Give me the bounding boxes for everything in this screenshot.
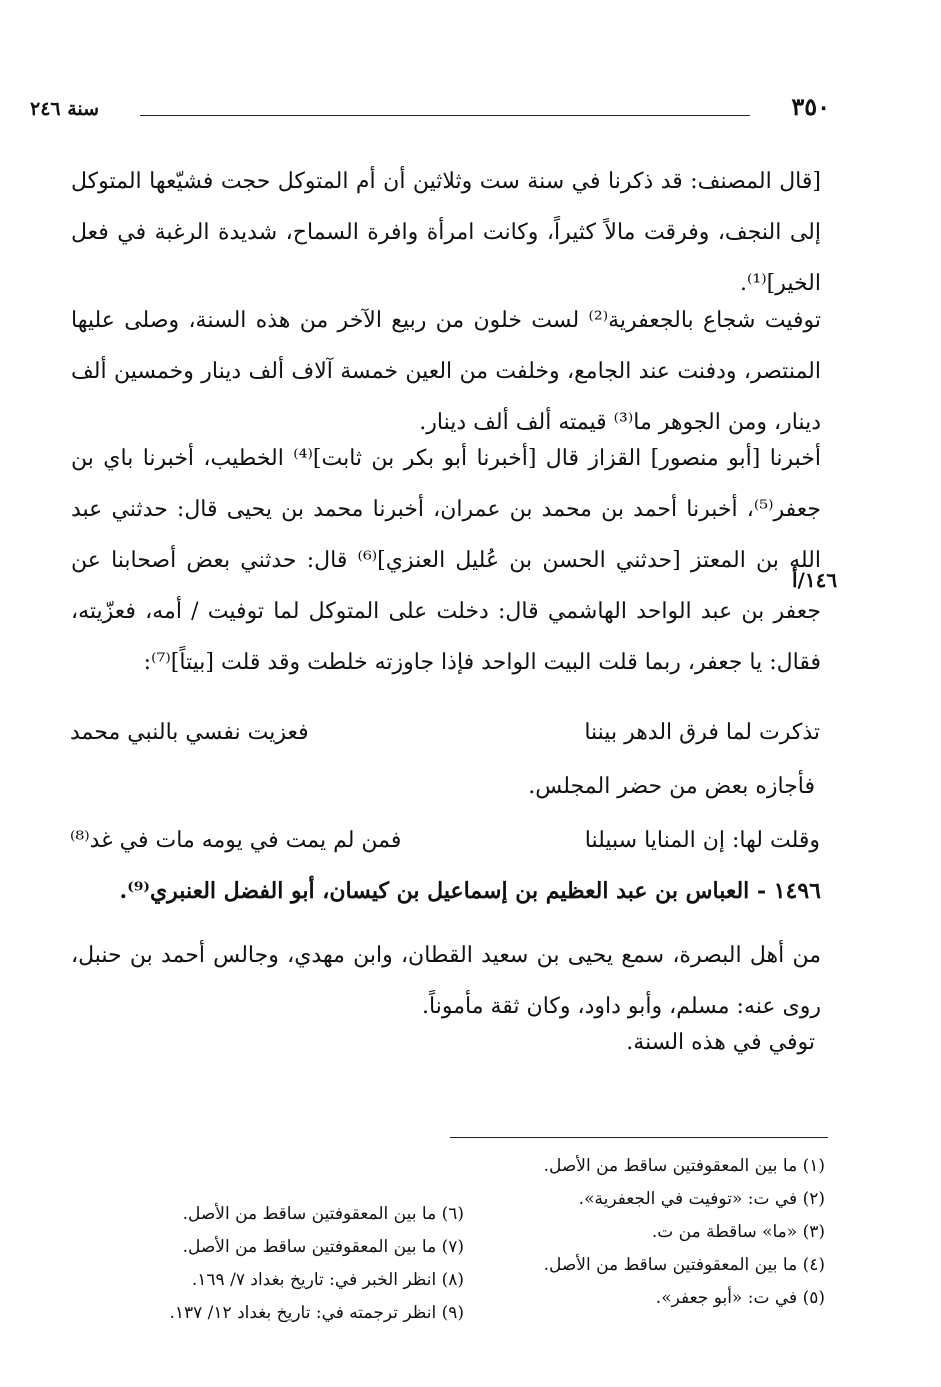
- death-text: توفي في هذه السنة.: [626, 1030, 815, 1055]
- footnote-item: (٤) ما بين المعقوفتين ساقط من الأصل.: [543, 1255, 825, 1275]
- footnote-item: (٩) انظر ترجمته في: تاريخ بغداد ١٢/ ١٣٧.: [169, 1303, 464, 1323]
- verse-remark: [75, 774, 815, 799]
- paragraph-text: [قال المصنف: قد ذكرنا في سنة ست وثلاثين أن أم المتوكل حجت فشيّعها المتوكل إلى النجف، وفرقت مالاً كثيراً، وكانت امرأة وافرة السماح، شديدة الرغبة في فعل الخير]⁽¹⁾.: [71, 169, 821, 296]
- footnote-item: (٨) انظر الخبر في: تاريخ بغداد ٧/ ١٦٩.: [191, 1270, 464, 1290]
- running-header: [30, 92, 830, 132]
- biography-death: [75, 1030, 815, 1055]
- verse-hemistich-first: وقلت لها: إن المنايا سبيلنا: [584, 828, 820, 853]
- footnote-item: (٥) في ت: «أبو جعفر».: [655, 1288, 825, 1308]
- paragraph-text: من أهل البصرة، سمع يحيى بن سعيد القطان، وابن مهدي، وجالس أحمد بن حنبل، روى عنه: مسلم، وأبو داود، وكان ثقة مأموناً.: [71, 943, 821, 1019]
- verse-hemistich-second: فمن لم يمت في يومه مات في غد⁽⁸⁾: [70, 828, 402, 853]
- verse-line-2: [70, 828, 820, 878]
- paragraph-death-notice: [71, 295, 821, 448]
- footnote-item: (١) ما بين المعقوفتين ساقط من الأصل.: [543, 1156, 825, 1176]
- footnote-item: (٧) ما بين المعقوفتين ساقط من الأصل.: [182, 1237, 464, 1257]
- manuscript-folio-marker: ١٤٦/أ: [792, 568, 838, 592]
- paragraph-text: توفيت شجاع بالجعفرية⁽²⁾ لست خلون من ربيع الآخر من هذه السنة، وصلى عليها المنتصر، ودفنت عند الجامع، وخلفت من العين خمسة آلاف ألف دينار وخمسين ألف دينار، ومن الجوهر ما⁽³⁾ قيمته ألف ألف دينار.: [71, 308, 821, 435]
- footnote-item: (٣) «ما» ساقطة من ت.: [651, 1222, 825, 1242]
- footnote-item: (٢) في ت: «توفيت في الجعفرية».: [578, 1189, 825, 1209]
- verse-line-1: [70, 720, 820, 770]
- biography-heading: ١٤٩٦ - العباس بن عبد العظيم بن إسماعيل بن كيسان، أبو الفضل العنبري⁽⁹⁾.: [119, 878, 821, 904]
- footnotes-right-column: [475, 1150, 825, 1315]
- verse-hemistich-second: فعزيت نفسي بالنبي محمد: [70, 720, 309, 745]
- year-label: سنة ٢٤٦: [30, 98, 100, 120]
- footnote-item: (٦) ما بين المعقوفتين ساقط من الأصل.: [182, 1204, 464, 1224]
- header-rule: [140, 115, 750, 116]
- paragraph-narration: [71, 433, 821, 688]
- paragraph-text: أخبرنا [أبو منصور] القزاز قال [أخبرنا أبو بكر بن ثابت]⁽⁴⁾ الخطيب، أخبرنا باي بن جعفر⁽⁵⁾، أخبرنا أحمد بن محمد بن عمران، أخبرنا محمد بن يحيى قال: حدثني عبد الله بن المعتز [حدثني الحسن بن عُليل العنزي]⁽⁶⁾ قال: حدثني بعض أصحابنا عن جعفر بن عبد الواحد الهاشمي قال: دخلت على المتوكل لما توفيت / أمه، فعزّيته، فقال: يا جعفر، ربما قلت البيت الواحد فإذا جاوزته خلطت وقد قلت [بيتاً]⁽⁷⁾:: [71, 446, 822, 675]
- footnotes-left-column: [134, 1198, 464, 1330]
- paragraph-mother-of-mutawakkil: [71, 156, 821, 309]
- page-number: ٣٥٠: [791, 92, 830, 121]
- remark-text: فأجازه بعض من حضر المجلس.: [528, 774, 815, 799]
- verse-hemistich-first: تذكرت لما فرق الدهر بيننا: [584, 720, 820, 745]
- biography-body: [71, 930, 821, 1032]
- footnote-separator: [450, 1137, 828, 1138]
